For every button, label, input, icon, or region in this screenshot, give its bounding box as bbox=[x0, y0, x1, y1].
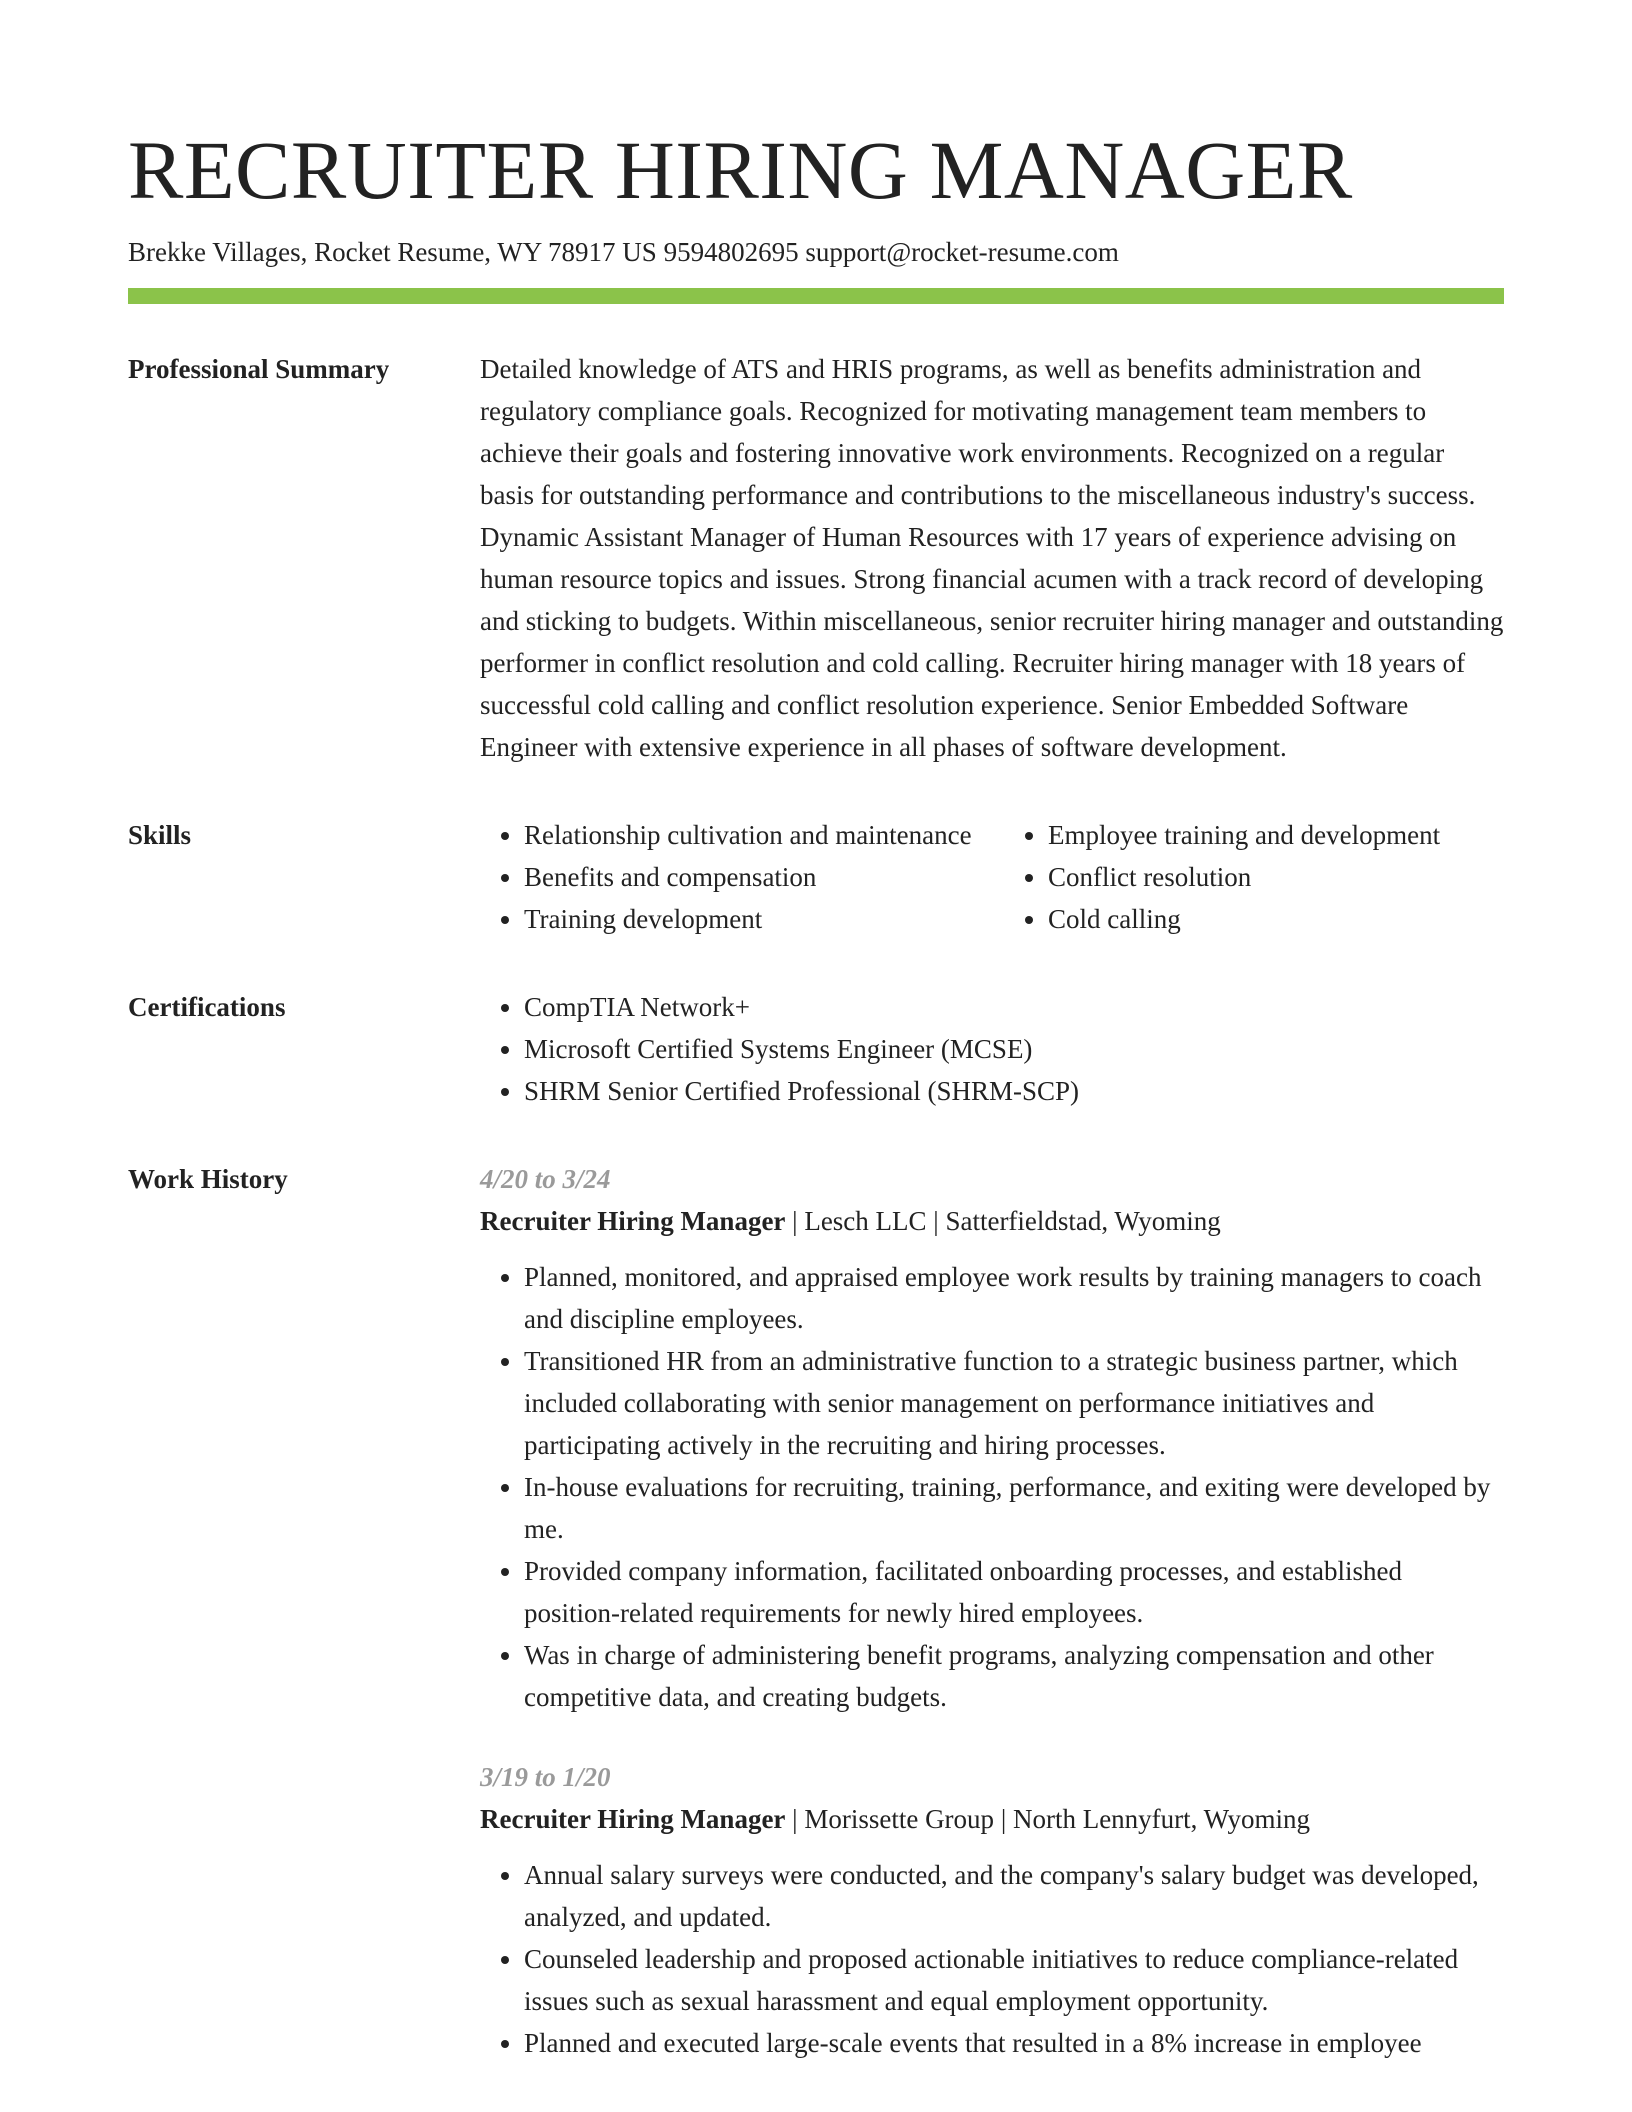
summary-heading: Professional Summary bbox=[128, 354, 390, 384]
job-bullets bbox=[480, 1256, 1504, 1718]
skill-item: • Conflict resolution bbox=[1048, 856, 1504, 898]
summary-section bbox=[128, 348, 1504, 768]
job-location: North Lennyfurt, Wyoming bbox=[1012, 1804, 1311, 1834]
job-entry bbox=[480, 1158, 1504, 1718]
skills-heading: Skills bbox=[128, 820, 192, 850]
job-bullet: • Counseled leadership and proposed actionable initiatives to reduce compliance-related issues such as sexual harassment and equal employment opportunity. bbox=[524, 1938, 1504, 2022]
job-bullet: • Transitioned HR from an administrative function to a strategic business partner, which included collaborating with senior management on performance initiatives and participating actively in the recruiting and hiring processes. bbox=[524, 1340, 1504, 1466]
skills-list-right bbox=[1004, 814, 1504, 940]
job-bullet: • Was in charge of administering benefit programs, analyzing compensation and other competitive data, and creating budgets. bbox=[524, 1634, 1504, 1718]
skill-item: • Benefits and compensation bbox=[524, 856, 984, 898]
job-bullet: • Planned and executed large-scale events that resulted in a 8% increase in employee bbox=[524, 2022, 1504, 2064]
job-header bbox=[480, 1798, 1504, 1840]
job-company: Lesch LLC bbox=[804, 1206, 927, 1236]
job-entry bbox=[480, 1756, 1504, 2064]
certification-item: • Microsoft Certified Systems Engineer (MCSE) bbox=[524, 1028, 1504, 1070]
certifications-heading: Certifications bbox=[128, 992, 286, 1022]
job-bullet: • Provided company information, facilitated onboarding processes, and established position-related requirements for newly hired employees. bbox=[524, 1550, 1504, 1634]
job-bullet: • Annual salary surveys were conducted, and the company's salary budget was developed, analyzed, and updated. bbox=[524, 1854, 1504, 1938]
skills-section bbox=[128, 814, 1504, 940]
job-separator bbox=[785, 1804, 804, 1834]
skill-item: • Employee training and development bbox=[1048, 814, 1504, 856]
job-company: Morissette Group bbox=[804, 1804, 995, 1834]
certification-item: • CompTIA Network+ bbox=[524, 986, 1504, 1028]
job-bullet: • In-house evaluations for recruiting, training, performance, and exiting were developed by me. bbox=[524, 1466, 1504, 1550]
summary-text: Detailed knowledge of ATS and HRIS programs, as well as benefits administration and regulatory compliance goals. Recognized for motivating management team members to achieve their goals and fostering innovative work environments. Recognized on a regular basis for outstanding performance and contributions to the miscellaneous industry's success. Dynamic Assistant Manager of Human Resources with 17 years of experience advising on human resource topics and issues. Strong financial acumen with a track record of developing and sticking to budgets. Within miscellaneous, senior recruiter hiring manager and outstanding performer in conflict resolution and cold calling. Recruiter hiring manager with 18 years of successful cold calling and conflict resolution experience. Senior Embedded Software Engineer with extensive experience in all phases of software development. bbox=[480, 354, 1504, 762]
contact-email: support@rocket-resume.com bbox=[805, 237, 1119, 267]
candidate-name: RECRUITER HIRING MANAGER bbox=[128, 124, 1353, 216]
job-separator bbox=[785, 1206, 804, 1236]
job-header bbox=[480, 1200, 1504, 1242]
skill-item: • Relationship cultivation and maintenance bbox=[524, 814, 984, 856]
job-dates: 3/19 to 1/20 bbox=[480, 1762, 611, 1792]
work-history-section bbox=[128, 1158, 1504, 2064]
certification-item: • SHRM Senior Certified Professional (SHRM-SCP) bbox=[524, 1070, 1504, 1112]
skill-item: • Training development bbox=[524, 898, 984, 940]
skill-item: • Cold calling bbox=[1048, 898, 1504, 940]
job-bullet: • Planned, monitored, and appraised employee work results by training managers to coach and discipline employees. bbox=[524, 1256, 1504, 1340]
job-separator bbox=[927, 1206, 946, 1236]
job-bullets bbox=[480, 1854, 1504, 2064]
header-divider bbox=[128, 288, 1504, 304]
work-history-heading: Work History bbox=[128, 1164, 288, 1194]
job-dates: 4/20 to 3/24 bbox=[480, 1164, 611, 1194]
contact-phone: 9594802695 bbox=[663, 237, 799, 267]
certifications-list bbox=[480, 986, 1504, 1112]
certifications-section bbox=[128, 986, 1504, 1112]
job-title: Recruiter Hiring Manager bbox=[480, 1206, 786, 1236]
job-location: Satterfieldstad, Wyoming bbox=[945, 1206, 1221, 1236]
contact-line bbox=[128, 234, 1504, 270]
skills-list-left bbox=[480, 814, 1004, 940]
job-separator bbox=[994, 1804, 1013, 1834]
job-title: Recruiter Hiring Manager bbox=[480, 1804, 786, 1834]
contact-address: Brekke Villages, Rocket Resume, WY 78917 US bbox=[128, 237, 657, 267]
resume-page bbox=[128, 0, 1504, 2064]
